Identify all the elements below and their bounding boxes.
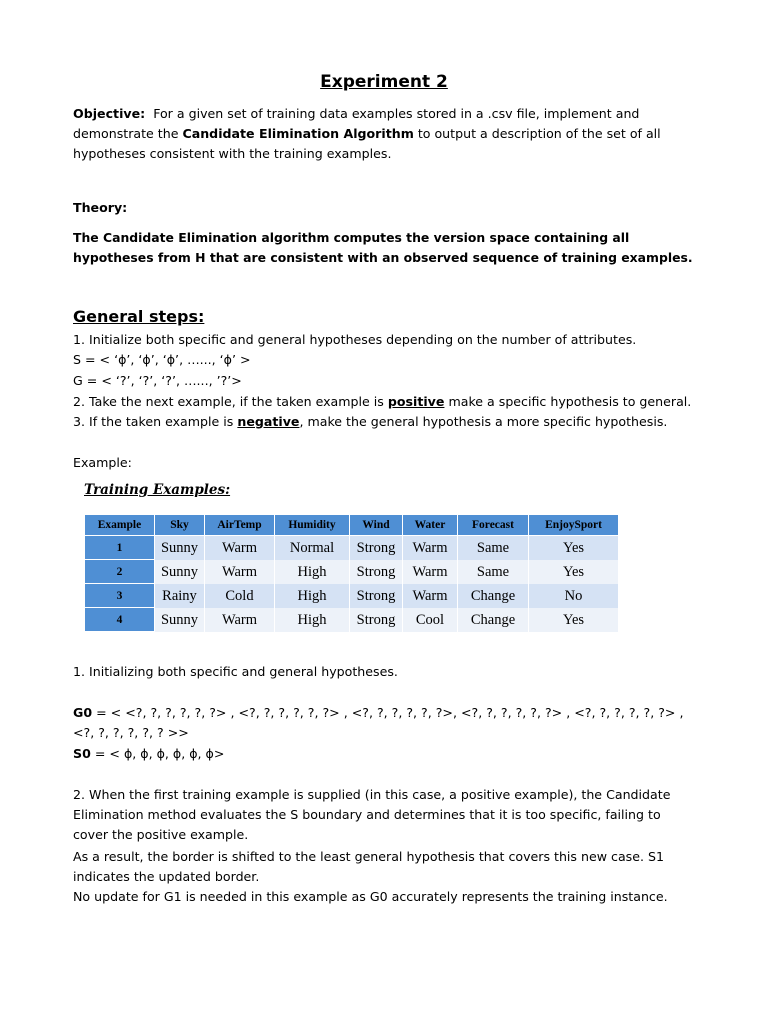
objective-label: Objective: [73,106,146,121]
table-cell: Strong [350,560,403,584]
header-wind: Wind [350,515,403,536]
table-cell: Change [458,584,529,608]
table-cell: Strong [350,584,403,608]
table-row [85,536,619,560]
theory-text: The Candidate Elimination algorithm computes the version space containing all hypotheses from H that are consistent with an observed sequence of training examples. [73,230,693,265]
table-cell: Sunny [155,536,205,560]
table-cell: Change [458,608,529,632]
step-1-text: 1. Initialize both specific and general hypotheses depending on the number of attributes. [73,332,637,347]
table-cell: 3 [85,584,155,608]
table-cell: Same [458,536,529,560]
step-two-paragraph-2: As a result, the border is shifted to the least general hypothesis that covers this new case. S1 indicates the updated border. [73,849,664,884]
table-cell: Warm [403,560,458,584]
s0-label: S0 [73,746,91,761]
table-row [85,584,619,608]
table-cell: Cold [205,584,275,608]
table-cell: Sunny [155,560,205,584]
table-cell: Same [458,560,529,584]
example-label: Example: [73,455,132,470]
table-cell: Warm [205,608,275,632]
table-cell: 1 [85,536,155,560]
step-two-paragraph-3: No update for G1 is needed in this example as G0 accurately represents the training instance. [73,889,668,904]
table-cell: Yes [529,608,619,632]
s0-value: = < ϕ, ϕ, ϕ, ϕ, ϕ, ϕ> [90,746,225,761]
table-cell: 2 [85,560,155,584]
table-cell: High [275,608,350,632]
table-cell: High [275,560,350,584]
general-hypothesis-line: G = < ‘?’, ‘?’, ‘?’, …..., ’?’> [73,373,242,388]
table-cell: Strong [350,536,403,560]
header-forecast: Forecast [458,515,529,536]
step-3-before: 3. If the taken example is [73,414,234,429]
training-examples-title: Training Examples: [84,482,231,498]
table-cell: Normal [275,536,350,560]
table-cell: 4 [85,608,155,632]
table-cell: Rainy [155,584,205,608]
table-header-row [85,515,619,536]
header-humidity: Humidity [275,515,350,536]
objective-text-before: For a given set of training data examples stored in a .csv file, implement and demonstrate the [73,106,640,141]
table-cell: Strong [350,608,403,632]
table-cell: Sunny [155,608,205,632]
theory-label: Theory: [73,200,128,215]
table-cell: High [275,584,350,608]
s0-line [73,744,224,764]
table-cell: Yes [529,560,619,584]
objective-algorithm-name: Candidate Elimination Algorithm [182,126,414,141]
table-cell: Warm [205,560,275,584]
table-cell: Warm [403,536,458,560]
objective-paragraph [73,104,703,164]
table-row [85,560,619,584]
step-2-term-positive: positive [387,394,445,409]
table-row [85,608,619,632]
objective-text-after: to output a description of the set of all hypotheses consistent with the training examples. [73,126,661,161]
step-2-text [73,392,691,412]
g0-label: G0 [73,705,93,720]
training-examples-table [84,514,619,632]
table-cell: Cool [403,608,458,632]
table-cell: Yes [529,536,619,560]
header-example: Example [85,515,155,536]
table-cell: No [529,584,619,608]
page-title: Experiment 2 [320,72,448,92]
step-2-after: make a specific hypothesis to general. [448,394,692,409]
step-two-paragraph-1: 2. When the first training example is supplied (in this case, a positive example), the Candidate Elimination method evaluates the S boundary and determines that it is too specific, failing to cover the positive example. [73,787,671,842]
specific-hypothesis-line: S = < ‘ϕ’, ‘ϕ’, ‘ϕ’, …..., ‘ϕ’ > [73,352,251,367]
step-3-term-negative: negative [237,414,300,429]
init-heading: 1. Initializing both specific and general hypotheses. [73,664,398,679]
header-water: Water [403,515,458,536]
g0-line [73,703,698,743]
step-2-before: 2. Take the next example, if the taken example is [73,394,384,409]
header-sky: Sky [155,515,205,536]
g0-value: = < <?, ?, ?, ?, ?, ?> , <?, ?, ?, ?, ?, ?> , <?, ?, ?, ?, ?, ?>, <?, ?, ?, ?, ?, ?> , <?, ?, ?, ?, ?, ?> , <?, ?, ?, ?, ?, ? >> [73,705,684,740]
table-cell: Warm [403,584,458,608]
header-enjoysport: EnjoySport [529,515,619,536]
step-3-after: , make the general hypothesis a more specific hypothesis. [299,414,668,429]
header-airtemp: AirTemp [205,515,275,536]
table-cell: Warm [205,536,275,560]
step-3-text [73,412,667,432]
general-steps-heading: General steps: [73,307,205,326]
